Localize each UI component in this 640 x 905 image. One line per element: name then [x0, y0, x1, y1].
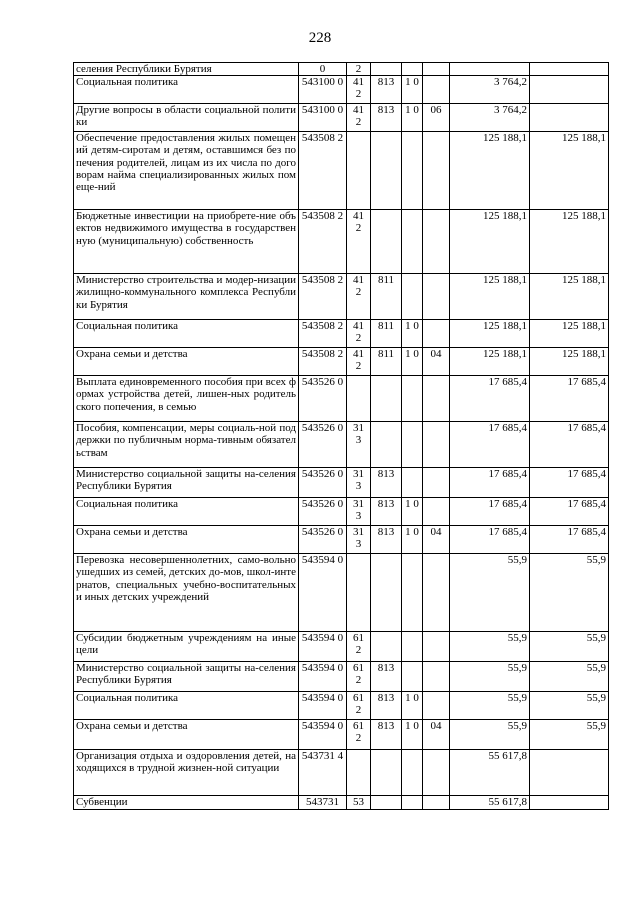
amount-federal-cell: 125 188,1 [530, 274, 609, 320]
subsection-cell [423, 422, 450, 468]
ministry-code-cell: 811 [371, 320, 402, 348]
ministry-code-cell [371, 376, 402, 422]
item-name-cell: Перевозка несовершеннолетних, само-вольно ушедших из семей, детских до-мов, школ-интернатов, специальных учебно-воспитательных и иных детских учреждений [74, 554, 299, 632]
amount-cell: 17 685,4 [450, 422, 530, 468]
item-name-cell: Министерство строительства и модер-низации жилищно-коммунального комплекса Республики Бурятия [74, 274, 299, 320]
item-name-cell: Социальная политика [74, 692, 299, 720]
section-cell [402, 422, 423, 468]
table-row [74, 796, 609, 810]
amount-federal-cell: 125 188,1 [530, 210, 609, 274]
section-cell [402, 210, 423, 274]
ministry-code-cell: 813 [371, 468, 402, 498]
target-code-cell: 543526 0 [299, 526, 347, 554]
amount-cell: 125 188,1 [450, 274, 530, 320]
amount-cell: 125 188,1 [450, 320, 530, 348]
ministry-code-cell [371, 554, 402, 632]
expense-type-cell: 2 [347, 63, 371, 76]
ministry-code-cell: 813 [371, 104, 402, 132]
expense-type-cell [347, 554, 371, 632]
section-cell [402, 796, 423, 810]
amount-cell: 125 188,1 [450, 210, 530, 274]
ministry-code-cell: 813 [371, 662, 402, 692]
amount-cell: 55,9 [450, 554, 530, 632]
item-name-cell: Министерство социальной защиты на-селения Республики Бурятия [74, 468, 299, 498]
expense-type-cell [347, 376, 371, 422]
item-name-cell: Министерство социальной защиты на-селения Республики Бурятия [74, 662, 299, 692]
expense-type-cell: 31 3 [347, 526, 371, 554]
subsection-cell: 06 [423, 104, 450, 132]
ministry-code-cell: 813 [371, 498, 402, 526]
item-name-cell: Охрана семьи и детства [74, 348, 299, 376]
target-code-cell: 543526 0 [299, 376, 347, 422]
ministry-code-cell [371, 796, 402, 810]
subsection-cell [423, 468, 450, 498]
subsection-cell [423, 76, 450, 104]
subsection-cell [423, 63, 450, 76]
subsection-cell [423, 376, 450, 422]
section-cell: 1 0 [402, 498, 423, 526]
amount-cell: 3 764,2 [450, 104, 530, 132]
ministry-code-cell: 811 [371, 348, 402, 376]
ministry-code-cell: 811 [371, 274, 402, 320]
table-row [74, 320, 609, 348]
subsection-cell [423, 132, 450, 210]
amount-cell: 17 685,4 [450, 376, 530, 422]
item-name-cell: Другие вопросы в области социальной политики [74, 104, 299, 132]
item-name-cell: Бюджетные инвестиции на приобрете-ние объектов недвижимого имущества в государственную (муниципальную) собственность [74, 210, 299, 274]
subsection-cell [423, 692, 450, 720]
target-code-cell: 543594 0 [299, 692, 347, 720]
section-cell: 1 0 [402, 320, 423, 348]
section-cell: 1 0 [402, 104, 423, 132]
target-code-cell: 543508 2 [299, 320, 347, 348]
section-cell [402, 750, 423, 796]
table-row [74, 498, 609, 526]
expense-type-cell: 31 3 [347, 422, 371, 468]
ministry-code-cell [371, 63, 402, 76]
section-cell [402, 63, 423, 76]
item-name-cell: Субвенции [74, 796, 299, 810]
table-row [74, 376, 609, 422]
ministry-code-cell [371, 422, 402, 468]
expense-type-cell [347, 132, 371, 210]
target-code-cell: 543508 2 [299, 274, 347, 320]
amount-federal-cell: 125 188,1 [530, 132, 609, 210]
expense-type-cell: 61 2 [347, 662, 371, 692]
subsection-cell [423, 632, 450, 662]
table-body [74, 63, 609, 810]
subsection-cell: 04 [423, 526, 450, 554]
expense-type-cell: 61 2 [347, 632, 371, 662]
target-code-cell: 543100 0 [299, 104, 347, 132]
item-name-cell: Субсидии бюджетным учреждениям на иные цели [74, 632, 299, 662]
expense-type-cell: 31 3 [347, 468, 371, 498]
ministry-code-cell: 813 [371, 720, 402, 750]
amount-cell: 17 685,4 [450, 468, 530, 498]
subsection-cell [423, 210, 450, 274]
target-code-cell: 543731 [299, 796, 347, 810]
amount-federal-cell: 17 685,4 [530, 526, 609, 554]
table-row [74, 76, 609, 104]
amount-cell: 55 617,8 [450, 750, 530, 796]
subsection-cell [423, 320, 450, 348]
table-row [74, 692, 609, 720]
subsection-cell [423, 274, 450, 320]
amount-federal-cell: 17 685,4 [530, 498, 609, 526]
item-name-cell: Социальная политика [74, 498, 299, 526]
table-row [74, 274, 609, 320]
section-cell [402, 132, 423, 210]
amount-cell: 55,9 [450, 662, 530, 692]
table-row [74, 720, 609, 750]
subsection-cell [423, 750, 450, 796]
page-number: 228 [308, 30, 332, 46]
target-code-cell: 543594 0 [299, 662, 347, 692]
amount-federal-cell: 125 188,1 [530, 320, 609, 348]
item-name-cell: Организация отдыха и оздоровления детей, находящихся в трудной жизнен-ной ситуации [74, 750, 299, 796]
amount-federal-cell [530, 104, 609, 132]
subsection-cell [423, 498, 450, 526]
item-name-cell: Пособия, компенсации, меры социаль-ной поддержки по публичным норма-тивным обязательствам [74, 422, 299, 468]
table-row [74, 104, 609, 132]
expense-type-cell: 53 [347, 796, 371, 810]
target-code-cell: 543508 2 [299, 210, 347, 274]
expense-type-cell: 41 2 [347, 76, 371, 104]
amount-federal-cell: 17 685,4 [530, 376, 609, 422]
amount-federal-cell [530, 76, 609, 104]
item-name-cell: Охрана семьи и детства [74, 720, 299, 750]
item-name-cell: Выплата единовременного пособия при всех формах устройства детей, лишен-ных родительского попечения, в семью [74, 376, 299, 422]
item-name-cell: селения Республики Бурятия [74, 63, 299, 76]
section-cell: 1 0 [402, 76, 423, 104]
amount-federal-cell: 55,9 [530, 720, 609, 750]
table-row [74, 422, 609, 468]
section-cell [402, 662, 423, 692]
subsection-cell [423, 796, 450, 810]
amount-federal-cell: 17 685,4 [530, 468, 609, 498]
amount-federal-cell: 125 188,1 [530, 348, 609, 376]
table-row [74, 348, 609, 376]
amount-cell: 55,9 [450, 720, 530, 750]
target-code-cell: 543100 0 [299, 76, 347, 104]
ministry-code-cell [371, 632, 402, 662]
table-row [74, 554, 609, 632]
amount-federal-cell: 55,9 [530, 632, 609, 662]
target-code-cell: 543526 0 [299, 422, 347, 468]
amount-federal-cell [530, 63, 609, 76]
amount-federal-cell: 17 685,4 [530, 422, 609, 468]
section-cell: 1 0 [402, 720, 423, 750]
expense-type-cell: 41 2 [347, 274, 371, 320]
amount-federal-cell: 55,9 [530, 662, 609, 692]
ministry-code-cell [371, 210, 402, 274]
item-name-cell: Социальная политика [74, 76, 299, 104]
amount-cell: 125 188,1 [450, 348, 530, 376]
amount-cell: 3 764,2 [450, 76, 530, 104]
table-row [74, 662, 609, 692]
expense-type-cell: 31 3 [347, 498, 371, 526]
section-cell [402, 554, 423, 632]
table-row [74, 750, 609, 796]
target-code-cell: 543508 2 [299, 132, 347, 210]
amount-cell: 55,9 [450, 692, 530, 720]
item-name-cell: Обеспечение предоставления жилых помещений детям-сиротам и детям, оставшимся без попечения родителей, лицам из их числа по договорам найма специализированных жилых помеще-ний [74, 132, 299, 210]
amount-cell: 55 617,8 [450, 796, 530, 810]
expense-type-cell [347, 750, 371, 796]
expense-type-cell: 41 2 [347, 104, 371, 132]
target-code-cell: 0 [299, 63, 347, 76]
section-cell: 1 0 [402, 692, 423, 720]
expense-type-cell: 41 2 [347, 348, 371, 376]
amount-cell [450, 63, 530, 76]
expense-type-cell: 41 2 [347, 210, 371, 274]
amount-federal-cell: 55,9 [530, 554, 609, 632]
section-cell: 1 0 [402, 526, 423, 554]
section-cell [402, 376, 423, 422]
target-code-cell: 543526 0 [299, 468, 347, 498]
subsection-cell [423, 554, 450, 632]
target-code-cell: 543594 0 [299, 554, 347, 632]
section-cell [402, 632, 423, 662]
ministry-code-cell: 813 [371, 526, 402, 554]
ministry-code-cell: 813 [371, 76, 402, 104]
table-row [74, 632, 609, 662]
table-row [74, 210, 609, 274]
target-code-cell: 543526 0 [299, 498, 347, 526]
table-row [74, 132, 609, 210]
subsection-cell [423, 662, 450, 692]
amount-cell: 55,9 [450, 632, 530, 662]
ministry-code-cell [371, 132, 402, 210]
section-cell: 1 0 [402, 348, 423, 376]
amount-cell: 17 685,4 [450, 526, 530, 554]
section-cell [402, 468, 423, 498]
target-code-cell: 543508 2 [299, 348, 347, 376]
amount-cell: 17 685,4 [450, 498, 530, 526]
expense-type-cell: 61 2 [347, 692, 371, 720]
item-name-cell: Социальная политика [74, 320, 299, 348]
section-cell [402, 274, 423, 320]
amount-cell: 125 188,1 [450, 132, 530, 210]
table-row [74, 468, 609, 498]
expense-type-cell: 41 2 [347, 320, 371, 348]
subsection-cell: 04 [423, 348, 450, 376]
ministry-code-cell [371, 750, 402, 796]
table-row [74, 526, 609, 554]
ministry-code-cell: 813 [371, 692, 402, 720]
item-name-cell: Охрана семьи и детства [74, 526, 299, 554]
target-code-cell: 543594 0 [299, 720, 347, 750]
amount-federal-cell [530, 796, 609, 810]
expense-type-cell: 61 2 [347, 720, 371, 750]
table-row [74, 63, 609, 76]
amount-federal-cell [530, 750, 609, 796]
amount-federal-cell: 55,9 [530, 692, 609, 720]
budget-table [73, 62, 609, 810]
subsection-cell: 04 [423, 720, 450, 750]
target-code-cell: 543594 0 [299, 632, 347, 662]
target-code-cell: 543731 4 [299, 750, 347, 796]
